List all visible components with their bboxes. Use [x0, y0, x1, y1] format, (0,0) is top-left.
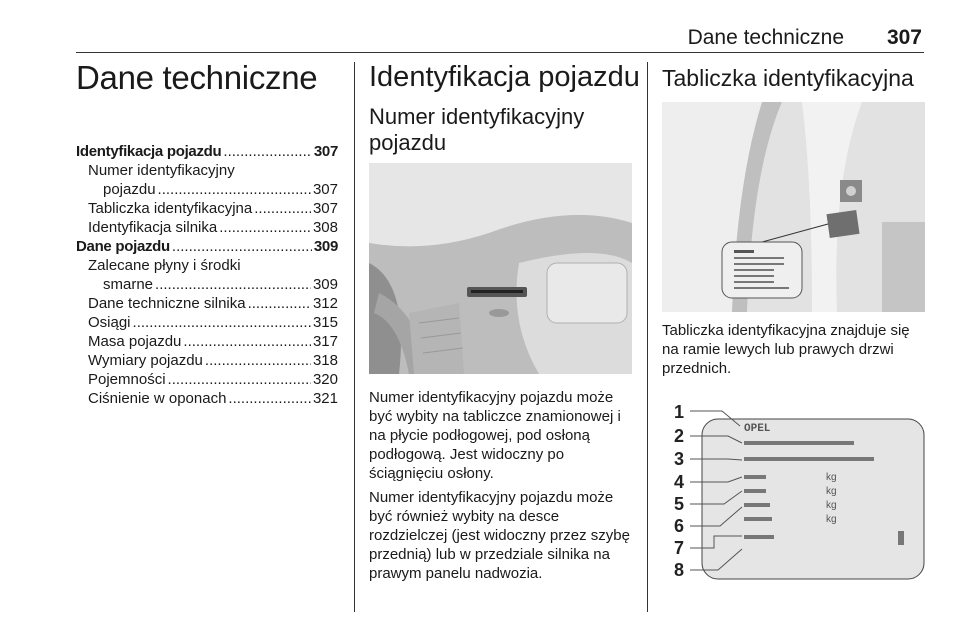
plate-callout-6: 6 [674, 516, 685, 536]
toc-entry-cisnienie-w-oponach[interactable]: Ciśnienie w oponach ..... 321 [76, 389, 338, 408]
vin-paragraph-2: Numer identyfikacyjny pojazdu może być również wybity na desce rozdzielczej (jest widoczny przez szybę przednią) lub w przedziale silnika na prawym panelu nadwozia. [369, 489, 630, 582]
plate-unit-2: kg [826, 486, 837, 497]
vin-location-photo [369, 163, 632, 374]
toc-entry-pojemnosci[interactable]: Pojemności ..... 320 [76, 370, 338, 389]
plate-callout-5: 5 [674, 494, 685, 514]
toc-entry-zalecane-plyny[interactable]: smarne ..... 309 [76, 275, 338, 294]
plate-callout-8: 8 [674, 560, 685, 580]
chapter-title: Dane techniczne [76, 59, 318, 96]
plate-brand: OPEL [744, 423, 771, 435]
toc-entry-identyfikacja-pojazdu[interactable]: Identyfikacja pojazdu ..... 307 [76, 142, 338, 161]
subsection-title: Numer identyfikacyjny pojazdu [369, 104, 585, 155]
table-of-contents [76, 142, 338, 408]
door-frame-photo [662, 102, 925, 312]
page-number: 307 [886, 26, 922, 49]
toc-entry-dane-pojazdu[interactable]: Dane pojazdu ..... 309 [76, 237, 338, 256]
toc-entry-osiagi[interactable]: Osiągi ..... 315 [76, 313, 338, 332]
plate-paragraph: Tabliczka identyfikacyjna znajduje się na ramie lewych lub prawych drzwi przednich. [662, 322, 910, 377]
toc-entry-dane-silnika[interactable]: Dane techniczne silnika ..... 312 [76, 294, 338, 313]
plate-section-title: Tabliczka identyfikacyjna [662, 65, 914, 91]
plate-unit-3: kg [826, 500, 837, 511]
plate-callout-7: 7 [674, 538, 685, 558]
toc-entry-identyfikacja-silnika[interactable]: Identyfikacja silnika ..... 308 [76, 218, 338, 237]
plate-callout-4: 4 [674, 472, 685, 492]
toc-column [76, 58, 338, 408]
toc-entry-wymiary-pojazdu[interactable]: Wymiary pojazdu ..... 318 [76, 351, 338, 370]
vin-column [369, 58, 640, 156]
plate-callout-1: 1 [674, 402, 685, 422]
plate-column [662, 58, 926, 94]
toc-entry-masa-pojazdu[interactable]: Masa pojazdu ..... 317 [76, 332, 338, 351]
header-rule [76, 52, 924, 53]
page-header [76, 26, 924, 52]
plate-unit-1: kg [826, 472, 837, 483]
id-plate-diagram [662, 391, 926, 581]
toc-entry-tabliczka[interactable]: Tabliczka identyfikacyjna ..... 307 [76, 199, 338, 218]
running-header-title: Dane techniczne [687, 26, 844, 49]
toc-entry-zalecane-plyny-line1[interactable]: Zalecane płyny i środki [88, 257, 241, 274]
plate-text-block [662, 321, 926, 378]
column-divider-2 [647, 62, 648, 612]
plate-unit-4: kg [826, 514, 837, 525]
plate-callout-3: 3 [674, 449, 685, 469]
vin-paragraph-1: Numer identyfikacyjny pojazdu może być wybity na tabliczce znamionowej i na płycie podłogowej, pod osłoną podłogową. Jest widoczny po ściągnięciu osłony. [369, 389, 621, 482]
column-divider-1 [354, 62, 355, 612]
vin-text-block [369, 388, 632, 583]
plate-callout-2: 2 [674, 426, 685, 446]
section-title: Identyfikacja pojazdu [369, 61, 640, 93]
toc-entry-numer-identyfikacyjny[interactable]: pojazdu ..... 307 [76, 180, 338, 199]
toc-entry-numer-identyfikacyjny-line1[interactable]: Numer identyfikacyjny [88, 162, 235, 179]
